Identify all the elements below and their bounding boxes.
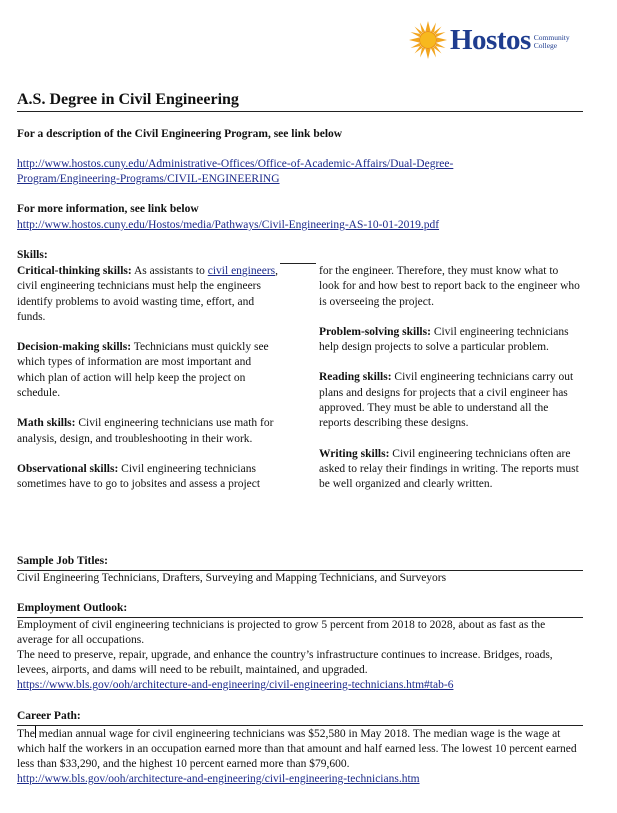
skill-observational-continued: for the engineer. Therefore, they must know what to look for and how best to report back to the engineer who is overseeing the project. <box>319 265 580 308</box>
career-path-text-start: The <box>17 728 35 740</box>
more-info-link[interactable]: http://www.hostos.cuny.edu/Hostos/media/Pathways/Civil-Engineering-AS-10-01-2019.pdf <box>17 219 440 231</box>
career-path-heading: Career Path: <box>17 709 583 726</box>
civil-engineers-link[interactable]: civil engineers <box>207 265 276 277</box>
page-title: A.S. Degree in Civil Engineering <box>17 91 583 112</box>
skills-column-left <box>17 264 279 508</box>
skill-text: Civil engineering technicians carry out plans and designs for projects that a civil engineer has approved. They must be able to understand all the reports describing these designs. <box>319 371 574 430</box>
more-info-link-wrap <box>17 218 583 233</box>
logo-wordmark: Hostos <box>450 23 531 56</box>
sun-icon <box>408 20 448 60</box>
more-info-heading: For more information, see link below <box>17 203 199 215</box>
description-link-line1[interactable]: http://www.hostos.cuny.edu/Administrative-Offices/Office-of-Academic-Affairs/Dual-Degree- <box>17 158 454 170</box>
skill-text: Technicians must quickly see which types of information are most important and which plan of action will help keep the project on schedule. <box>17 341 269 400</box>
skill-writing <box>319 447 581 493</box>
employment-outlook-section <box>17 601 583 693</box>
logo-subtitle <box>534 34 570 50</box>
employment-outlook-p2: The need to preserve, repair, upgrade, and enhance the country’s infrastructure continues to increase. Bridges, roads, levees, airports, and dams will need to be rebuilt, maintained, and upgraded. <box>17 649 553 676</box>
description-link-line2[interactable]: Program/Engineering-Programs/CIVIL-ENGINEERING <box>17 173 280 185</box>
career-path-text[interactable] <box>17 726 583 772</box>
skill-label: Observational skills: <box>17 462 119 475</box>
job-titles-section <box>17 554 583 586</box>
skill-text: , civil engineering technicians must help the engineers identify problems to avoid wasting time, effort, and funds. <box>17 265 279 323</box>
description-link[interactable] <box>17 157 583 187</box>
skill-label: Reading skills: <box>319 371 392 384</box>
employment-outlook-p1: Employment of civil engineering technicians is projected to grow 5 percent from 2018 to 2028, about as fast as the average for all occupations. <box>17 619 546 646</box>
skill-label: Problem-solving skills: <box>319 325 431 338</box>
column-divider-rule <box>280 263 316 264</box>
skill-label: Writing skills: <box>319 447 390 460</box>
skill-text: Civil engineering technicians sometimes have to go to jobsites and assess a project <box>17 462 261 491</box>
logo-sub-college: College <box>533 41 558 50</box>
job-titles-heading: Sample Job Titles: <box>17 554 583 571</box>
employment-outlook-link[interactable]: https://www.bls.gov/ooh/architecture-and-engineering/civil-engineering-technicians.htm#tab-6 <box>17 679 454 691</box>
skill-label: Decision-making skills: <box>17 341 132 354</box>
skill-text: As assistants to <box>131 265 208 277</box>
skill-label: Critical-thinking skills: <box>17 265 132 277</box>
career-path-link[interactable]: http://www.bls.gov/ooh/architecture-and-engineering/civil-engineering-technicians.htm <box>17 773 420 785</box>
employment-outlook-heading: Employment Outlook: <box>17 601 583 618</box>
skills-column-right <box>319 264 581 508</box>
job-titles-text: Civil Engineering Technicians, Drafters, Surveying and Mapping Technicians, and Surveyors <box>17 572 447 584</box>
skill-critical-thinking <box>17 264 279 325</box>
skill-decision-making <box>17 340 279 401</box>
skills-heading: Skills: <box>17 249 48 261</box>
skill-problem-solving <box>319 325 581 356</box>
skill-math <box>17 416 279 447</box>
skill-text: Civil engineering technicians use math for analysis, design, and troubleshooting in their work. <box>17 417 274 445</box>
college-logo <box>408 18 598 62</box>
skill-reading <box>319 370 581 431</box>
logo-sub-community: Community <box>533 33 570 42</box>
skill-observational <box>17 462 279 493</box>
skill-label: Math skills: <box>17 417 76 430</box>
description-heading: For a description of the Civil Engineering Program, see link below <box>17 128 343 140</box>
skill-text: Civil engineering technicians often are asked to relay their findings in writing. The reports must be well organized and clearly written. <box>319 447 579 491</box>
skill-text: Civil engineering technicians help design projects to solve a particular problem. <box>319 325 569 354</box>
career-path-text-rest: median annual wage for civil engineering technicians was $52,580 in May 2018. The median wage is the wage at which half the workers in an occupation earned more than that amount and half earned less. The lowest 10 percent earned less than $33,290, and the highest 10 percent earned more than $79,600. <box>17 728 577 770</box>
career-path-section <box>17 709 583 787</box>
